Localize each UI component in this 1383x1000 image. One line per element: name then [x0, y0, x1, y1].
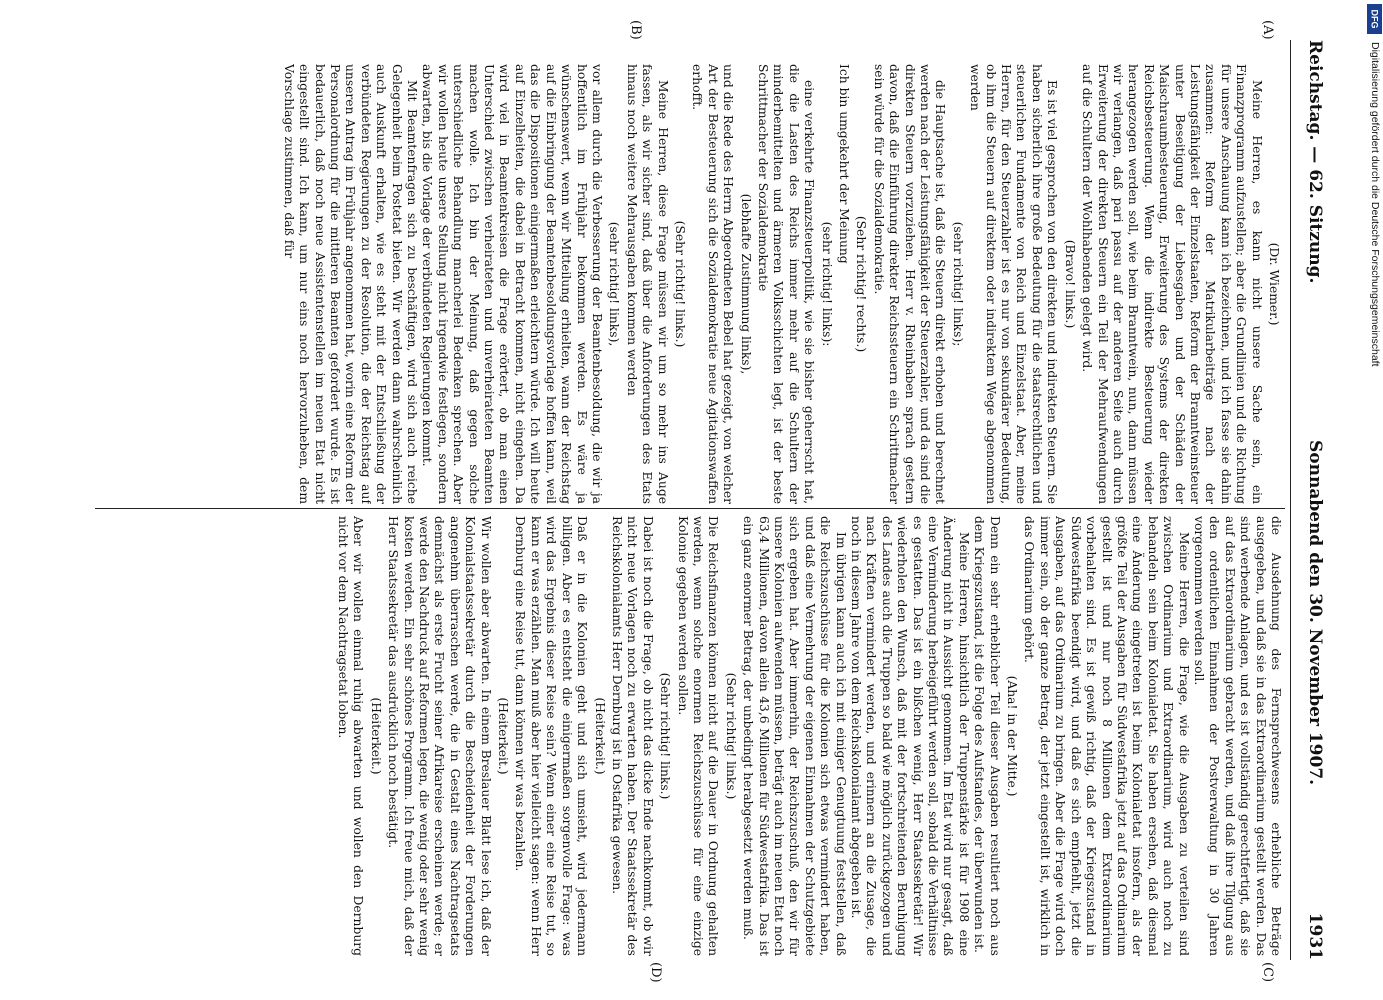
header-rule	[1290, 40, 1291, 960]
interjection: (Sehr richtig! links.)	[658, 672, 673, 800]
interjection: (Heiterkeit.)	[368, 697, 383, 775]
paragraph: die Ausdehnung des Fernsprechwesens erhebliche Beträge ausgegeben, und daß sie in das Extraordinarium gestellt werden. Das sind werbende Anlagen, und es ist vollständig gerechtfertigt, daß sie auf das Extraordinarium gebracht werden, und daß ihre Tilgung aus den ordentlichen Einnahmen der Postverwaltung in 30 Jahren vorgenommen werden soll.	[1191, 516, 1283, 956]
paragraph: Denn ein sehr erheblicher Teil dieser Ausgaben resultiert noch aus dem Kriegszustand, ist die Folge des Aufstandes, der überwunden ist.	[972, 516, 1002, 956]
paragraph: Meine Herren, die Frage, wie die Ausgaben zu verteilen sind zwischen Ordinarium und Extraordinarium, wird auch noch zu behandeln sein beim Kolonialetat. Sie haben ersehen, daß diesmal eine Änderung eingetreten ist beim Kolonialetat insofern, als der größte Teil der Ausgaben für Südwestafrika jetzt auf das Ordinarium gestellt ist und nur noch 8 Millionen dem Extraordinarium vorbehalten sind. Es ist gewiß richtig, daß der Kriegszustand in Südwestafrika beendigt wird, und daß es sich empfiehlt, jetzt die Ausgaben, auf das Ordinarium zu bringen. Aber die Frage wird doch immer sein, ob der ganze Betrag, der jetzt eingestellt ist, wirklich in das Ordinarium gehört.	[1022, 516, 1191, 956]
margin-marker-c: (C)	[1260, 962, 1275, 983]
interjection: (Heiterkeit.)	[496, 697, 511, 775]
right-column	[103, 516, 1283, 956]
interjection: (Sehr richtig! rechts.)	[854, 215, 869, 353]
dfg-logo	[1367, 4, 1382, 34]
interjection: (Heiterkeit.)	[592, 697, 607, 775]
credit-text: Digitalisierung gefördert durch die Deutsche Forschungsgemeinschaft	[1369, 42, 1381, 367]
paragraph: Aber wir wollen einmal ruhig abwarten und wollen den Dernburg nicht vor dem Nachtragsetat loben.	[336, 516, 366, 956]
interjection: (sehr richtig! links);	[950, 221, 965, 347]
paragraph: Wir wollen aber abwarten. In einem Breslauer Blatt lese ich, daß der Kolonialstaatssekretär durch die Bescheidenheit der Forderungen angenehm überraschen werde, die in Gestalt eines Nachtragsetats demnächst als erste Frucht seiner Afrikareise erscheinen werde; er werde den Nachdruck auf Reformen legen, die wenig oder sehr wenig kosten werden. Ein sehr schönes Programm. Ich freue mich, daß der Herr Staatssekretär das ausdrücklich noch bestätigt.	[386, 516, 493, 956]
interjection: (lebhafte Zustimmung links),	[738, 193, 753, 375]
dfg-logo-text: DFG	[1369, 9, 1380, 29]
left-column	[103, 64, 1283, 504]
paragraph: Die Reichsfinanzen können nicht auf die Dauer in Ordnung gehalten werden, wenn solche enormen Reichszuschüsse für eine einzige Kolonie gegeben werden sollen.	[675, 516, 721, 956]
paragraph: Meine Herren, diese Frage müssen wir um so mehr ins Auge fassen, als wir sicher sind, daß über die Anforderungen des Etats hinaus noch weitere Mehrausgaben kommen werden	[624, 64, 670, 504]
interjection: (Bravo! links.)	[1062, 239, 1077, 329]
margin-marker-d: (D)	[648, 962, 663, 983]
paragraph: Im übrigen kann auch ich mit einiger Genugtuung feststellen, daß die Reichszuschüsse für die Kolonien sich etwas vermindert haben, und daß eine Vermehrung der eigenen Einnahmen der Schutzgebiete sich ergeben hat. Aber immerhin, der Reichszuschuß, den wir für unsere Kolonien aufwenden müssen, beträgt auch im neuen Etat noch 63,4 Millionen, davon allein 43,6 Millionen für Südwestafrika. Das ist ein ganz enormer Betrag, der unbedingt herabgesetzt werden muß.	[741, 516, 848, 956]
page-header	[1295, 40, 1325, 960]
page-number: 1931	[1305, 912, 1325, 960]
paragraph: Meine Herren, hinsichtlich der Truppenstärke ist für 1908 eine Änderung nicht in Aussicht genommen. Im Etat wird nur gesagt, daß eine Verminderung herbeigeführt werden soll, sobald die Verhältnisse es gestatten. Das ist ein bißchen wenig, Herr Staatssekretär! Wir wiederholen den Wunsch, daß mit der fortschreitenden Beruhigung des Landes auch die Truppen so bald wie möglich zurückgezogen und nach Kräften vermindert werden, und erinnern an die Zusage, die noch in diesem Jahre von dem Reichskolonialamt abgegeben ist.	[849, 516, 971, 956]
paragraph: Mit Beamtenfragen sich zu beschäftigen, wird sich auch reiche Gelegenheit beim Postetat bieten. Wir werden dann wahrscheinlich auch Auskunft erhalten, wie es steht mit der Entschließung der verbündeten Regierungen zu der Resolution, die der Reichstag auf unseren Antrag im Frühjahr angenommen hat, worin eine Reform der Personalordnung für die mittleren Beamten gefordert wurde. Es ist bedauerlich, daß noch neue Assistentenstellen im neuen Etat nicht eingestellt sind. Ich kann, um nur eins noch hervorzuheben, dem Vorschlage zustimmen, daß für	[281, 64, 420, 504]
interjection: (Sehr richtig! links.)	[672, 220, 687, 348]
interjection: (Aha! in der Mitte.)	[1005, 675, 1020, 797]
paragraph: vor allem durch die Verbesserung der Beamtenbesoldung, die wir ja hoffentlich im Frühjahr bekommen werden. Es wäre ja wünschenswert, wenn wir Mitteilung erhielten, wann der Reichstag auf die Einbringung der Beamtenbesoldungsvorlage hoffen kann, weil das die Dispositionen einigermaßen erleichtern würde. Ich will heute auf Einzelheiten, die dabei in Betracht kommen, nicht eingehen. Da wird viel in Beamtenkreisen die Frage erörtert, ob man einen Unterschied zwischen verheirateten und unverheirateten Beamten machen wolle. Ich bin der Meinung, daß gegen solche unterschiedliche Behandlung mancherlei Bedenken sprechen. Aber wir wollen heute unsere Stellung nicht irgendwie festlegen, sondern abwarten, bis die Vorlage der verbündeten Regierungen kommt.	[420, 64, 604, 504]
digitization-credit	[1366, 0, 1383, 1000]
interjection: (sehr richtig! links),	[607, 221, 622, 347]
paragraph: die Hauptsache ist, daß die Steuern direkt erhoben und berechnet werden nach der Leistungsfähigkeit der Steuerzahler, und da sind die direkten Steuern vorzuziehen. Herr v. Rheinbaben sprach gestern davon, daß die Einführung direkter Reichssteuern ein Schrittmacher sein würde für die Sozialdemokratie.	[871, 64, 948, 504]
paragraph: Dabei ist noch die Frage, ob nicht das dicke Ende nachkommt, ob wir nicht neue Vorlagen noch zu erwarten haben. Der Staatssekretär des Reichskolonialamts Herr Dernburg ist in Ostafrika gewesen.	[609, 516, 655, 956]
paragraph: Meine Herren, es kann nicht unsere Sache sein, ein Finanzprogramm aufzustellen; aber die Grundlinien und die Richtung für unsere Anschauung kann ich bezeichnen, und ich fasse sie dahin zusammen: Reform der Matrikularbeiträge nach der Leistungsfähigkeit der Einzelstaaten, Reform der Branntweinsteuer unter Beseitigung der Liebesgaben und der Schäden der Maischraumbesteuerung, Erweiterung des Systems der direkten Reichsbesteuerung. Wenn die indirekte Besteuerung wieder herangezogen werden soll, wie beim Branntwein, nun, dann müssen wir verlangen, daß pari passu auf der anderen Seite auch durch Erweiterung der direkten Steuern ein Teil der Mehraufwendungen auf die Schultern der Wohlhabenden gelegt wird.	[1080, 64, 1264, 504]
column-divider	[95, 508, 1285, 509]
interjection: (Sehr richtig! links.)	[723, 672, 738, 800]
margin-marker-b: (B)	[628, 20, 643, 40]
paragraph: eine verkehrte Finanzsteuerpolitik, wie sie bisher geherrscht hat, die die Lasten des Reichs immer mehr auf die Schultern der minderbemittelten und ärmeren Volksschichten legt, ist der beste Schrittmacher der Sozialdemokratie	[756, 64, 817, 504]
header-section: Reichstag. — 62. Sitzung.	[1305, 40, 1325, 284]
margin-marker-a: (A)	[1260, 20, 1275, 40]
paragraph: Daß er in die Kolonien geht und sich umsieht, wird jedermann billigen. Aber es entsteht die einigermaßen sorgenvolle Frage: was wird das Ergebnis dieser Reise sein? Wenn einer eine Reise tut, so kann er was erzählen. Man muß aber hier vielleicht sagen: wenn Herr Dernburg eine Reise tut, dann können wir was bezahlen.	[513, 516, 590, 956]
paragraph: Ich bin umgekehrt der Meinung	[837, 64, 852, 264]
interjection: (Dr. Wiemer.)	[1267, 242, 1281, 326]
header-date: Sonnabend den 30. November 1907.	[1305, 440, 1325, 786]
interjection: (sehr richtig! links):	[819, 221, 834, 347]
paragraph: Es ist viel gesprochen von den direkten und indirekten Steuern. Sie haben sicherlich ihre große Bedeutung für die staatsrechtlichen und steuerlichen Fundamente von Reich und Einzelstaat. Aber, meine Herren, für den Steuerzahler ist es nur von sekundärer Bedeutung, ob ihm die Steuern auf direktem oder indirektem Wege abgenommen werden	[968, 64, 1060, 504]
paragraph: und die Rede des Herrn Abgeordneten Bebel hat gezeigt, von welcher Art der Besteuerung sich die Sozialdemokratie neue Agitationswaffen erhofft.	[690, 64, 736, 504]
